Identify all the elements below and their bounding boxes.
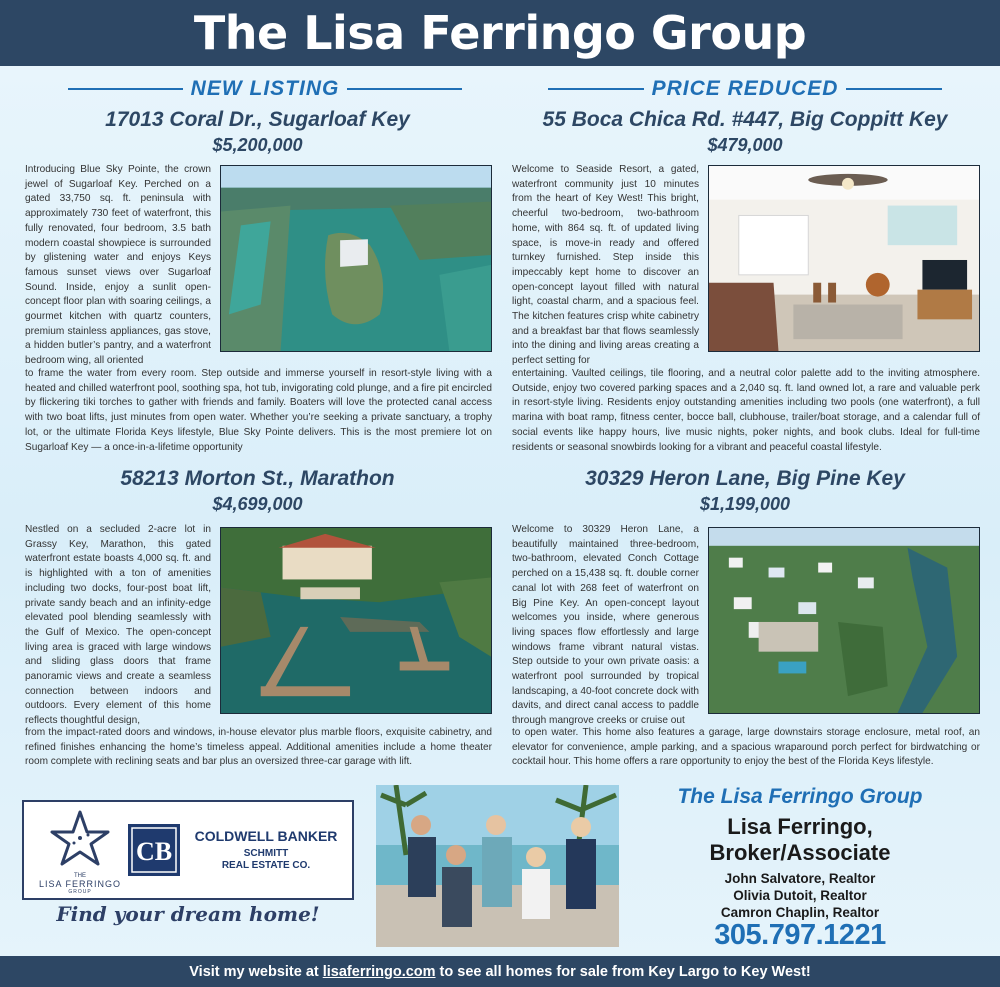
listing-description-wrap: Welcome to Seaside Resort, a gated, waterfront community just 10 minutes from the heart of Key West! This bright, cheerful two-bedroom, two-bathroom home, with 864 sq. ft. of updated living space, is move-in ready and offered turnkey furnished. Step inside this impeccably kept home to discover an open-concept layout filled with natural light, coastal charm, and a spacious feel. The kitchen features crisp white cabinetry and a breakfast bar that flows seamlessly into the dining and living areas creating a perfect setting for	[512, 164, 699, 367]
listing-address: 17013 Coral Dr., Sugarloaf Key	[105, 108, 410, 131]
page-title: The Lisa Ferringo Group	[193, 6, 807, 60]
broker-name: Lisa Ferringo,	[727, 814, 873, 839]
price-reduced-label: PRICE REDUCED	[651, 77, 839, 100]
divider	[347, 88, 462, 90]
listing-description-full: to frame the water from every room. Step outside and immerse yourself in resort-style living with a heated and chilled waterfront pool, soothing spa, hot tub, invigorating cold plunge, and a fire pit encircled by flickering tiki torches to gather with friends and family. Boaters will love the protected canal access with two boat lifts, just minutes from open water. Whether you’re seeking a private sanctuary, a trophy lot, or the ultimate Florida Keys lifestyle, Blue Sky Pointe delivers. This is the most premiere lot on Sugarloaf Key — a once-in-a-lifetime opportunity	[25, 368, 492, 453]
divider	[68, 88, 183, 90]
website-link[interactable]: lisaferringo.com	[322, 963, 436, 980]
broker-block	[640, 814, 960, 866]
footer-prefix: Visit my website at	[189, 963, 319, 980]
aerial-neighborhood-canal-photo	[708, 527, 980, 714]
svg-text:CB: CB	[135, 837, 173, 866]
logo-box	[22, 800, 354, 900]
brokerage-line3: REAL ESTATE CO.	[221, 860, 311, 871]
footer-bar	[0, 956, 1000, 987]
listing-price: $479,000	[707, 135, 783, 155]
lisa-ferringo-group-logo	[30, 808, 130, 896]
listing-address: 58213 Morton St., Marathon	[120, 467, 395, 490]
listing-address: 55 Boca Chica Rd. #447, Big Coppitt Key	[542, 108, 948, 131]
footer-suffix: to see all homes for sale from Key Largo to Key West!	[439, 963, 811, 980]
tagline: Find your dream home!	[56, 902, 320, 926]
listing-price: $1,199,000	[699, 494, 791, 514]
team-group-photo	[376, 785, 619, 947]
group-logo-line2: LISA FERRINGO	[38, 879, 122, 889]
broker-role: Broker/Associate	[709, 840, 891, 865]
listing-description-wrap: Nestled on a secluded 2-acre lot in Grassy Key, Marathon, this gated waterfront estate boasts 4,000 sq. ft. and is highlighted with a ton of amenities including two docks, four-post boat lift, private sandy beach and an infinity-edge elevated pool blending seamlessly with the Gulf of Mexico. The open-concept living area is graced with large windows and sliding glass doors that frame panoramic views and create a seamless connection between indoors and outdoors. Every element of this home reflects thoughtful design,	[25, 524, 211, 727]
header-banner	[0, 0, 1000, 66]
listing-description-wrap: Introducing Blue Sky Pointe, the crown jewel of Sugarloaf Key. Perched on a gated 33,750 sq. ft. peninsula with approximately 730 feet of waterfront, this fully renovated, four bedroom, 3.5 bath modern coastal showpiece is surrounded by glistening water and enjoys Keys famous sunset views over Sugarloaf Sound. Inside, enjoy a sunlit open-concept floor plan with soaring ceilings, a gourmet kitchen with quartz counters, premium stainless appliances, gas stove, a hidden butler’s pantry, and a waterfront bedroom wing, all oriented	[25, 164, 211, 367]
list-item: Olivia Dutoit, Realtor	[733, 888, 867, 903]
new-listing-label: NEW LISTING	[190, 77, 340, 100]
aerial-canal-peninsula-photo	[220, 165, 492, 352]
price-reduced-tag	[540, 76, 950, 102]
list-item: John Salvatore, Realtor	[724, 871, 876, 886]
starfish-icon	[30, 808, 130, 868]
listing-description-full: to open water. This home also features a garage, large downstairs storage enclosure, metal roof, an elevator for convenience, ample parking, and a spacious wraparound porch perfect for birdwatching or cocktail hour. This home offers a rare opportunity to enjoy the best of the Florida Keys lifestyle.	[512, 727, 980, 768]
divider	[846, 88, 942, 90]
brokerage-line2: SCHMITT	[243, 848, 289, 859]
listing-description-full: entertaining. Vaulted ceilings, tile flooring, and a neutral color palette add to the inviting atmosphere. Outside, enjoy two covered parking spaces and a 2,040 sq. ft. land owned lot, a rare and valuable perk in resort-style living. Residents enjoy outstanding amenities including two pools (one waterfront), a full marina with boat ramp, fitness center, bocce ball, clubhouse, trailer/boat storage, and a calendar full of social events like happy hours, live music nights, poker nights, and book clubs. Ideal for full-time residents or seasonal snowbirds looking for a vibrant and peaceful coastal lifestyle.	[512, 368, 980, 453]
new-listing-tag	[60, 76, 470, 102]
coldwell-banker-cb-icon	[128, 824, 180, 876]
listing-description-full: from the impact-rated doors and windows, in-house elevator plus marble floors, exquisite cabinetry, and refined finishes enhancing the home’s timeless appeal. Additional amenities include a home theater room complete with reclining seats and bar plus an oversized three-car garage with lift.	[25, 727, 492, 768]
group-logo-line3: GROUP	[68, 889, 92, 895]
brokerage-line1: COLDWELL BANKER	[194, 828, 338, 844]
interior-living-room-photo	[708, 165, 980, 352]
list-item: Camron Chaplin, Realtor	[720, 905, 880, 920]
phone-number[interactable]: 305.797.1221	[714, 919, 886, 951]
listing-address: 30329 Heron Lane, Big Pine Key	[585, 467, 905, 490]
divider	[548, 88, 644, 90]
listing-description-wrap: Welcome to 30329 Heron Lane, a beautifully maintained three-bedroom, two-bathroom, elevated Conch Cottage perched on a 15,438 sq. ft. double corner canal lot with 268 feet of waterfront on Big Pine Key. An open-concept layout welcomes you inside, where generous living spaces flow effortlessly and large windows frame vibrant natural vistas. Step outside to your own private oasis: a waterfront pool surrounded by tropical landscaping, a 40-foot concrete dock with davits, and direct canal access to paddle through mangrove creeks or cruise out	[512, 524, 699, 727]
listing-price: $5,200,000	[212, 135, 303, 155]
aerial-estate-docks-photo	[220, 527, 492, 714]
listing-price: $4,699,000	[212, 494, 303, 514]
group-logo-line1: THE	[74, 873, 86, 879]
team-title: The Lisa Ferringo Group	[677, 785, 923, 808]
realtor-list	[640, 870, 960, 921]
